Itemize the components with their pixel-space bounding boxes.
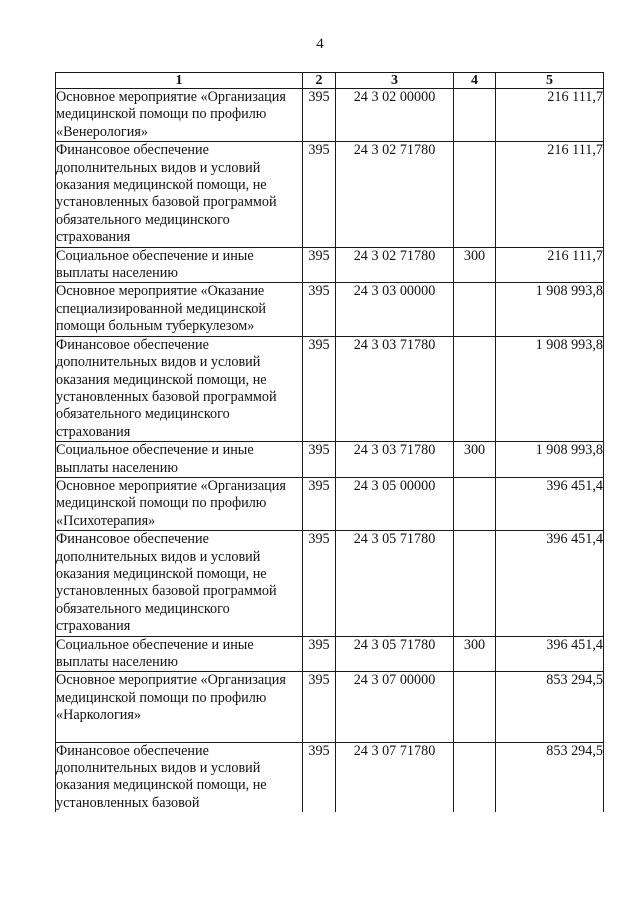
row-code-cell: 395 xyxy=(303,531,336,636)
row-type-cell xyxy=(454,142,496,247)
table-row xyxy=(56,89,604,142)
row-code-cell: 395 xyxy=(303,672,336,742)
table-row xyxy=(56,477,604,530)
table-header-row xyxy=(56,73,604,89)
row-amount-cell: 1 908 993,8 xyxy=(496,442,604,478)
table-row xyxy=(56,636,604,672)
row-name-cell: Финансовое обеспечение дополнительных видов и условий оказания медицинской помощи, не установленных базовой xyxy=(56,742,303,812)
row-amount-cell: 1 908 993,8 xyxy=(496,336,604,441)
row-name-cell: Финансовое обеспечение дополнительных видов и условий оказания медицинской помощи, не установленных базовой программой обязательного медицинского страхования xyxy=(56,336,303,441)
row-classifier-cell: 24 3 03 71780 xyxy=(336,442,454,478)
row-code-cell: 395 xyxy=(303,442,336,478)
row-code-cell: 395 xyxy=(303,283,336,336)
column-header: 3 xyxy=(336,73,454,89)
row-classifier-cell: 24 3 03 71780 xyxy=(336,336,454,441)
row-amount-cell: 216 111,7 xyxy=(496,247,604,283)
row-classifier-cell: 24 3 07 71780 xyxy=(336,742,454,812)
table-row xyxy=(56,672,604,742)
row-name-cell: Финансовое обеспечение дополнительных видов и условий оказания медицинской помощи, не установленных базовой программой обязательного медицинского страхования xyxy=(56,531,303,636)
budget-table xyxy=(55,72,604,812)
row-amount-cell: 396 451,4 xyxy=(496,477,604,530)
row-type-cell: 300 xyxy=(454,442,496,478)
row-type-cell: 300 xyxy=(454,247,496,283)
column-header: 2 xyxy=(303,73,336,89)
row-code-cell: 395 xyxy=(303,142,336,247)
column-header: 1 xyxy=(56,73,303,89)
row-classifier-cell: 24 3 02 71780 xyxy=(336,142,454,247)
row-name-cell: Основное мероприятие «Организация медицинской помощи по профилю «Венерология» xyxy=(56,89,303,142)
row-type-cell xyxy=(454,531,496,636)
row-classifier-cell: 24 3 02 00000 xyxy=(336,89,454,142)
row-type-cell xyxy=(454,742,496,812)
row-name-cell: Основное мероприятие «Организация медицинской помощи по профилю «Психотерапия» xyxy=(56,477,303,530)
row-type-cell xyxy=(454,283,496,336)
row-classifier-cell: 24 3 03 00000 xyxy=(336,283,454,336)
row-amount-cell: 216 111,7 xyxy=(496,142,604,247)
page-number: 4 xyxy=(316,36,324,52)
row-name-cell: Финансовое обеспечение дополнительных видов и условий оказания медицинской помощи, не установленных базовой программой обязательного медицинского страхования xyxy=(56,142,303,247)
column-header: 5 xyxy=(496,73,604,89)
column-header: 4 xyxy=(454,73,496,89)
row-type-cell: 300 xyxy=(454,636,496,672)
row-code-cell: 395 xyxy=(303,742,336,812)
row-code-cell: 395 xyxy=(303,477,336,530)
row-classifier-cell: 24 3 07 00000 xyxy=(336,672,454,742)
row-amount-cell: 396 451,4 xyxy=(496,636,604,672)
row-name-cell: Основное мероприятие «Оказание специализированной медицинской помощи больным туберкулезом» xyxy=(56,283,303,336)
table-row xyxy=(56,142,604,247)
row-name-cell: Социальное обеспечение и иные выплаты населению xyxy=(56,636,303,672)
row-name-cell: Социальное обеспечение и иные выплаты населению xyxy=(56,247,303,283)
row-classifier-cell: 24 3 02 71780 xyxy=(336,247,454,283)
row-amount-cell: 853 294,5 xyxy=(496,672,604,742)
row-type-cell xyxy=(454,89,496,142)
table-row xyxy=(56,742,604,812)
row-amount-cell: 216 111,7 xyxy=(496,89,604,142)
row-classifier-cell: 24 3 05 71780 xyxy=(336,531,454,636)
row-name-cell: Социальное обеспечение и иные выплаты населению xyxy=(56,442,303,478)
row-classifier-cell: 24 3 05 00000 xyxy=(336,477,454,530)
table-row xyxy=(56,442,604,478)
row-type-cell xyxy=(454,336,496,441)
row-amount-cell: 853 294,5 xyxy=(496,742,604,812)
table-row xyxy=(56,247,604,283)
row-name-cell: Основное мероприятие «Организация медицинской помощи по профилю «Наркология» xyxy=(56,672,303,742)
row-type-cell xyxy=(454,477,496,530)
row-code-cell: 395 xyxy=(303,89,336,142)
row-code-cell: 395 xyxy=(303,636,336,672)
row-amount-cell: 396 451,4 xyxy=(496,531,604,636)
table-row xyxy=(56,531,604,636)
row-classifier-cell: 24 3 05 71780 xyxy=(336,636,454,672)
row-code-cell: 395 xyxy=(303,247,336,283)
table-row xyxy=(56,336,604,441)
row-type-cell xyxy=(454,672,496,742)
table-row xyxy=(56,283,604,336)
row-code-cell: 395 xyxy=(303,336,336,441)
row-amount-cell: 1 908 993,8 xyxy=(496,283,604,336)
